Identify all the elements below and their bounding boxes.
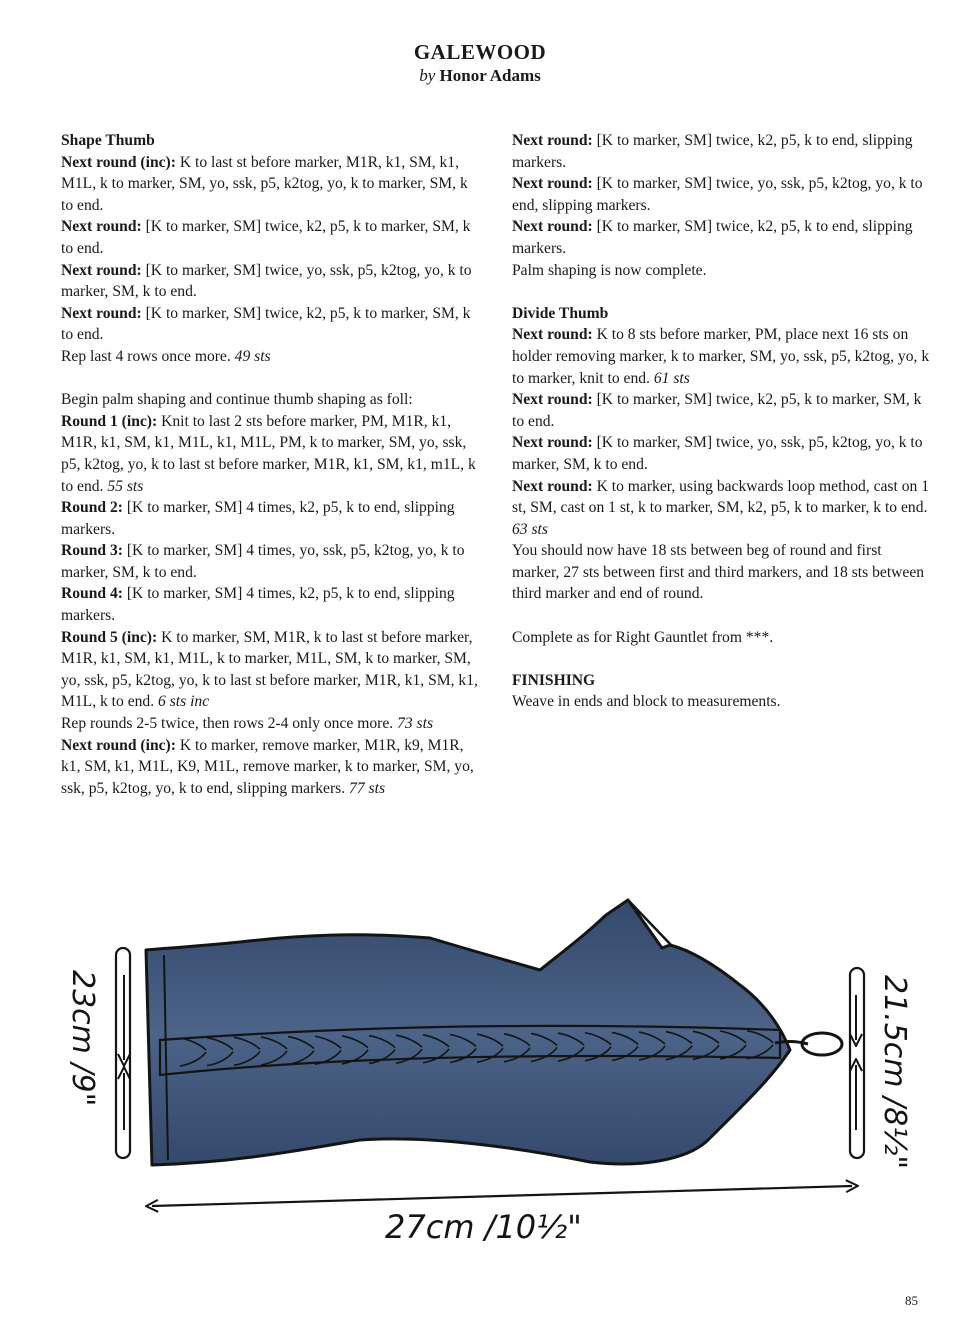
page-header	[0, 40, 960, 88]
instruction-row	[512, 173, 932, 216]
row-label: Next round:	[512, 175, 593, 193]
row-label: Next round:	[512, 391, 593, 409]
spacer	[61, 368, 481, 390]
row-label: Next round:	[61, 304, 142, 322]
row-text: K to last st before marker, M1R, k1, SM, k1, M1L, k to marker, SM, yo, ssk, p5, k2tog, yo, k to marker, SM, k to end.	[61, 153, 468, 214]
stitch-count: 77 sts	[349, 779, 386, 797]
shape-thumb-instructions	[61, 152, 481, 368]
instruction-row	[512, 540, 932, 605]
left-dimension	[65, 948, 130, 1158]
stitch-count: 55 sts	[107, 477, 144, 495]
instruction-row	[512, 476, 932, 541]
left-column	[61, 130, 481, 799]
byline-by: by	[419, 66, 436, 85]
stitch-count: 6 sts inc	[158, 693, 210, 711]
instruction-row	[512, 130, 932, 173]
row-text: [K to marker, SM] twice, k2, p5, k to end, slipping markers.	[512, 218, 913, 257]
left-dimension-label: 23cm /9"	[65, 970, 100, 1107]
row-text: [K to marker, SM] twice, k2, p5, k to marker, SM, k to end.	[512, 391, 922, 430]
row-label: Next round (inc):	[61, 153, 176, 171]
bottom-arrow-right	[500, 1186, 852, 1196]
row-text: Rep last 4 rows once more.	[61, 347, 235, 365]
row-text: K to 8 sts before marker, PM, place next 16 sts on holder removing marker, k to marker, SM, yo, ssk, p5, k2tog, yo, k to marker, knit to end.	[512, 326, 930, 387]
row-text: [K to marker, SM] 4 times, k2, p5, k to end, slipping markers.	[61, 585, 455, 625]
row-label: Next round:	[512, 477, 593, 495]
section-heading-finishing: FINISHING	[512, 671, 596, 689]
row-text: Rep rounds 2-5 twice, then rows 2-4 only once more.	[61, 715, 398, 733]
instruction-row	[512, 432, 932, 475]
row-text: Palm shaping is now complete.	[512, 261, 707, 279]
row-label: Round 4:	[61, 585, 123, 603]
finishing-text: Weave in ends and block to measurements.	[512, 693, 781, 711]
stitch-count: 63 sts	[512, 520, 548, 538]
row-label: Round 1 (inc):	[61, 412, 158, 430]
gauntlet-schematic	[0, 860, 960, 1280]
right-column	[512, 130, 932, 713]
stitch-count: 61 sts	[653, 369, 690, 387]
palm-end-instructions	[512, 130, 932, 281]
row-text: [K to marker, SM] twice, k2, p5, k to marker, SM, k to end.	[61, 218, 471, 257]
instruction-row	[61, 346, 481, 368]
bottom-dimension-label: 27cm /10½"	[385, 1208, 582, 1246]
row-label: Next round:	[61, 218, 142, 236]
row-label: Round 3:	[61, 542, 123, 560]
row-label: Round 5 (inc):	[61, 628, 158, 646]
pattern-title: GALEWOOD	[413, 40, 547, 64]
page-number: 85	[905, 1293, 918, 1308]
stitch-count: 49 sts	[234, 347, 271, 365]
instruction-row	[61, 303, 481, 346]
author-name: Honor Adams	[439, 66, 541, 85]
instruction-row	[61, 260, 481, 303]
row-label: Round 2:	[61, 499, 123, 517]
instruction-row	[61, 627, 481, 713]
row-label: Next round:	[512, 326, 593, 344]
right-dimension-label: 21.5cm /8½"	[877, 975, 912, 1170]
row-text: [K to marker, SM] twice, k2, p5, k to marker, SM, k to end.	[61, 304, 471, 344]
row-text: [K to marker, SM] twice, yo, ssk, p5, k2tog, yo, k to marker, SM, k to end.	[512, 434, 923, 473]
instruction-row	[512, 324, 932, 389]
row-text: [K to marker, SM] twice, yo, ssk, p5, k2tog, yo, k to end, slipping markers.	[512, 175, 923, 214]
row-text: K to marker, SM, M1R, k to last st before marker, M1R, k1, SM, k1, M1L, k to marker, M1L, SM, k to marker, SM, yo, ssk, p5, k2tog, yo, k to last st before marker, M1R, k1, SM, k1, M1L, k to end.	[61, 628, 478, 711]
row-label: Next round:	[512, 434, 593, 452]
instruction-row	[61, 216, 481, 259]
divide-thumb-instructions	[512, 324, 932, 605]
row-text: [K to marker, SM] 4 times, k2, p5, k to end, slipping markers.	[61, 499, 455, 538]
instruction-row	[61, 540, 481, 583]
section-heading-shape-thumb: Shape Thumb	[61, 132, 155, 149]
complete-instruction: Complete as for Right Gauntlet from ***.	[512, 628, 774, 646]
row-text: K to marker, remove marker, M1R, k9, M1R, k1, SM, k1, M1L, K9, M1L, remove marker, k to marker, SM, yo, ssk, p5, k2tog, yo, k to end, slipping markers.	[61, 736, 474, 797]
row-text: K to marker, using backwards loop method, cast on 1 st, SM, cast on 1 st, k to marker, SM, k2, p5, k to marker, k to end.	[512, 477, 930, 517]
instruction-row	[61, 411, 481, 497]
byline	[0, 64, 960, 88]
stitch-count: 73 sts	[397, 715, 434, 733]
row-text: [K to marker, SM] twice, k2, p5, k to end, slipping markers.	[512, 132, 913, 171]
bottom-dimension	[152, 1186, 852, 1246]
spacer	[512, 605, 932, 627]
row-label: Next round (inc):	[61, 736, 176, 754]
instruction-row	[512, 260, 932, 282]
bottom-arrow-left	[152, 1196, 500, 1206]
section-heading-divide-thumb: Divide Thumb	[512, 304, 609, 322]
instruction-row	[61, 735, 481, 800]
row-text: You should now have 18 sts between beg of round and first marker, 27 sts between first and third markers, and 18 sts between third marker and end of round.	[512, 542, 925, 603]
spacer	[512, 281, 932, 303]
instruction-row	[512, 389, 932, 432]
row-text: [K to marker, SM] 4 times, yo, ssk, p5, k2tog, yo, k to marker, SM, k to end.	[61, 542, 465, 581]
palm-intro: Begin palm shaping and continue thumb shaping as foll:	[61, 391, 413, 409]
right-dimension	[850, 968, 912, 1169]
spacer	[512, 648, 932, 670]
instruction-row	[61, 152, 481, 217]
instruction-row	[512, 216, 932, 259]
instruction-row	[61, 583, 481, 626]
row-label: Next round:	[512, 132, 593, 149]
row-label: Next round:	[512, 218, 593, 236]
instruction-row	[61, 497, 481, 540]
row-text: [K to marker, SM] twice, yo, ssk, p5, k2tog, yo, k to marker, SM, k to end.	[61, 261, 472, 301]
row-label: Next round:	[61, 261, 142, 279]
gauntlet-body	[146, 900, 790, 1165]
row-text: Knit to last 2 sts before marker, PM, M1R, k1, M1R, k1, SM, k1, M1L, k1, M1L, PM, k to marker, SM, yo, ssk, p5, k2tog, yo, k to last st before marker, M1R, k1, SM, k1, m1L, k to end.	[61, 412, 476, 495]
instruction-row	[61, 713, 481, 735]
palm-instructions	[61, 411, 481, 800]
